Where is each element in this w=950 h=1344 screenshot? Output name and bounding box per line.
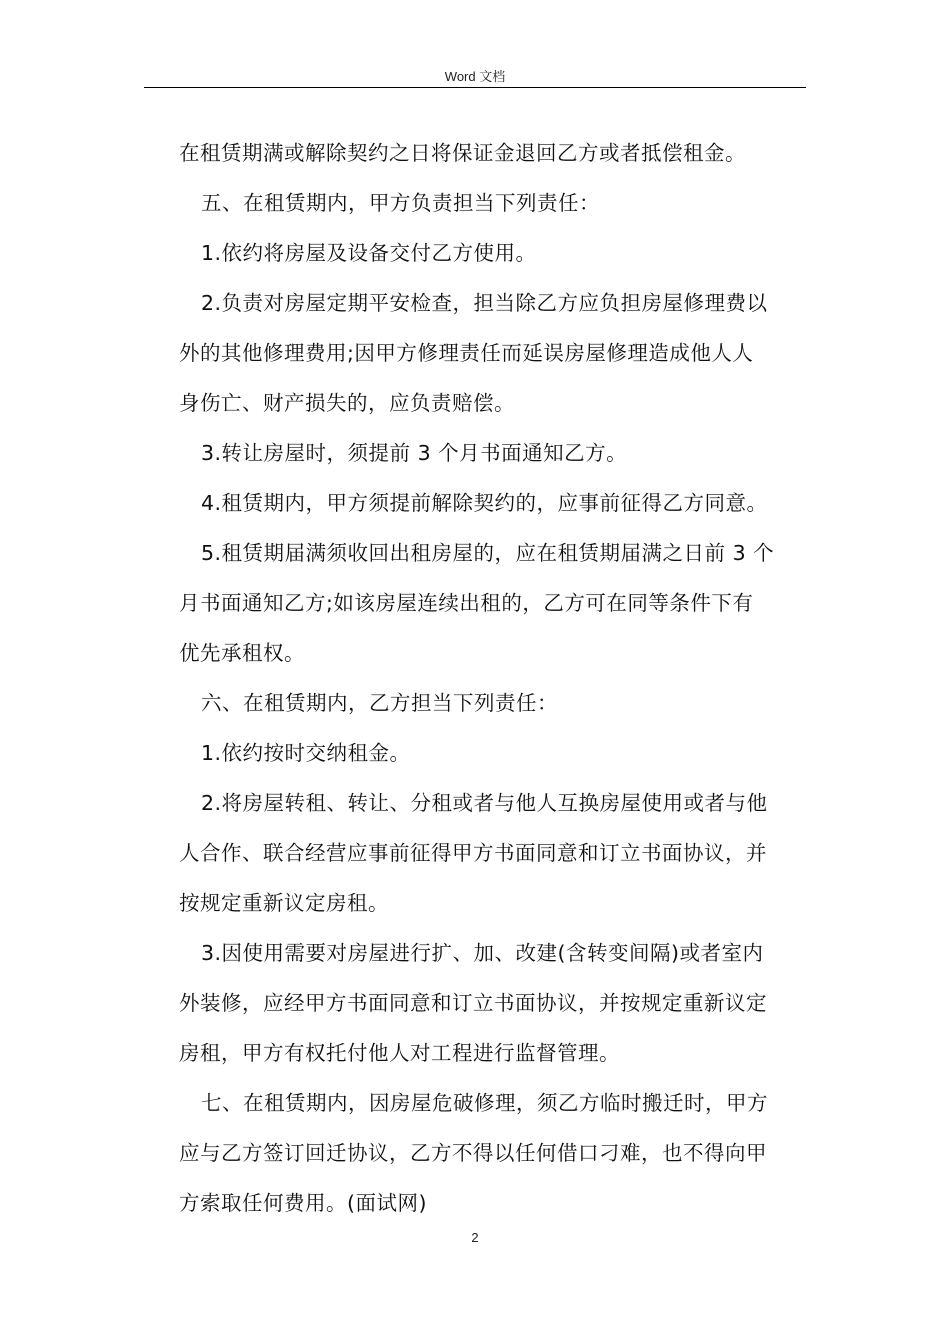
page-header-title: Word 文档 [444, 69, 506, 84]
text-line: 2.负责对房屋定期平安检查，担当除乙方应负担房屋修理费以 [201, 291, 768, 315]
text-line: 按规定重新议定房租。 [179, 891, 389, 915]
text-line: 五、在租赁期内，甲方负责担当下列责任： [201, 191, 600, 215]
text-line: 人合作、联合经营应事前征得甲方书面同意和订立书面协议，并 [179, 841, 767, 865]
text-line: 应与乙方签订回迁协议，乙方不得以任何借口刁难，也不得向甲 [179, 1141, 767, 1165]
text-line: 外的其他修理费用;因甲方修理责任而延误房屋修理造成他人人 [179, 341, 754, 365]
text-line: 4.租赁期内，甲方须提前解除契约的，应事前征得乙方同意。 [201, 491, 768, 515]
text-line: 外装修，应经甲方书面同意和订立书面协议，并按规定重新议定 [179, 991, 767, 1015]
text-line: 七、在租赁期内，因房屋危破修理，须乙方临时搬迁时，甲方 [201, 1091, 768, 1115]
text-line: 3.转让房屋时，须提前 3 个月书面通知乙方。 [201, 441, 628, 465]
text-line: 月书面通知乙方;如该房屋连续出租的，乙方可在同等条件下有 [179, 591, 754, 615]
page-number: 2 [471, 1230, 479, 1245]
text-line: 1.依约按时交纳租金。 [201, 741, 411, 765]
text-line: 身伤亡、财产损失的，应负责赔偿。 [179, 391, 515, 415]
text-line: 方索取任何费用。(面试网) [179, 1191, 427, 1215]
text-line: 1.依约将房屋及设备交付乙方使用。 [201, 241, 537, 265]
text-line: 2.将房屋转租、转让、分租或者与他人互换房屋使用或者与他 [201, 791, 768, 815]
text-line: 房租，甲方有权托付他人对工程进行监督管理。 [179, 1041, 620, 1065]
header-divider [144, 87, 806, 88]
text-line: 六、在租赁期内，乙方担当下列责任： [201, 691, 558, 715]
text-line: 5.租赁期届满须收回出租房屋的，应在租赁期届满之日前 3 个 [201, 541, 775, 565]
text-line: 在租赁期满或解除契约之日将保证金退回乙方或者抵偿租金。 [179, 141, 746, 165]
text-line: 3.因使用需要对房屋进行扩、加、改建(含转变间隔)或者室内 [201, 941, 764, 965]
text-line: 优先承租权。 [179, 641, 305, 665]
document-body [179, 128, 807, 1228]
